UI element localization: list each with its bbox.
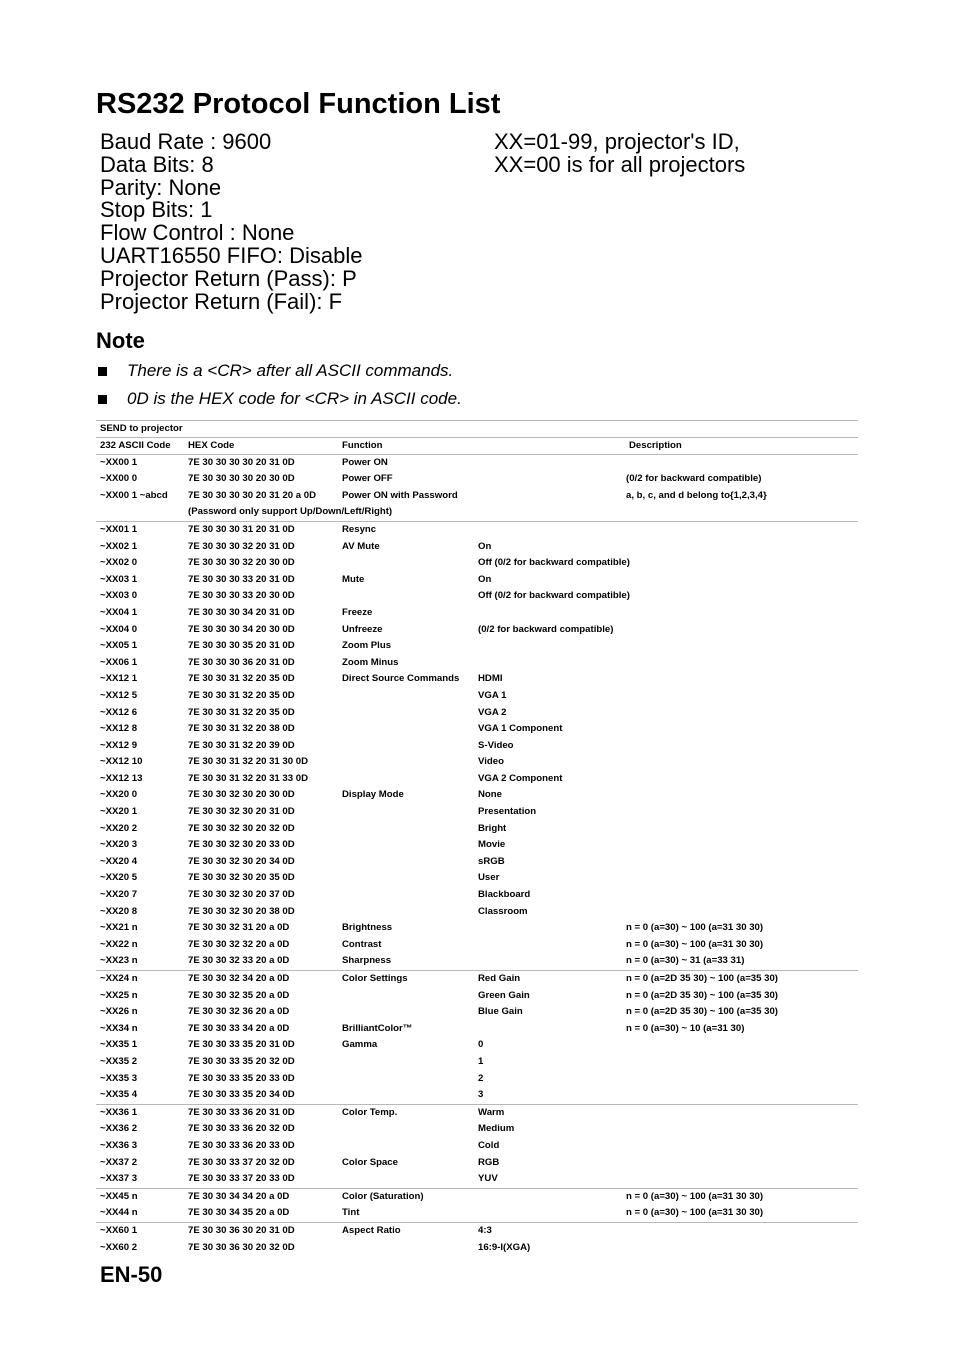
value-cell: None xyxy=(478,789,502,801)
ascii-code-cell: ~XX44 n xyxy=(100,1207,138,1219)
param-parity: Parity: None xyxy=(100,174,222,200)
value-cell: Classroom xyxy=(478,905,528,917)
table-row xyxy=(96,1104,858,1122)
ascii-code-cell: ~XX06 1 xyxy=(100,656,138,668)
table-row xyxy=(96,572,858,589)
hex-code-cell: 7E 30 30 31 32 20 31 33 0D xyxy=(188,772,309,784)
hex-code-cell: 7E 30 30 32 30 20 32 0D xyxy=(188,822,295,834)
value-cell: 1 xyxy=(478,1055,484,1067)
table-row xyxy=(96,854,858,871)
table-row xyxy=(96,1037,858,1054)
hex-code-cell: 7E 30 30 33 36 20 33 0D xyxy=(188,1139,295,1151)
projector-id-line-1: XX=01-99, projector's ID, xyxy=(494,129,740,154)
hex-code-cell: 7E 30 30 33 37 20 33 0D xyxy=(188,1173,295,1185)
hex-code-cell: 7E 30 30 34 34 20 a 0D xyxy=(188,1190,290,1202)
ascii-code-cell: ~XX23 n xyxy=(100,955,138,967)
ascii-code-cell: ~XX25 n xyxy=(100,989,138,1001)
ascii-code-cell: ~XX12 5 xyxy=(100,689,138,701)
value-cell: VGA 2 Component xyxy=(478,772,563,784)
hex-code-cell: 7E 30 30 32 30 20 34 0D xyxy=(188,855,295,867)
hex-code-cell: 7E 30 30 32 30 20 31 0D xyxy=(188,806,295,818)
description-cell: (0/2 for backward compatible) xyxy=(626,473,762,485)
function-cell: Color (Saturation) xyxy=(342,1190,424,1202)
ascii-code-cell: ~XX34 n xyxy=(100,1022,138,1034)
ascii-code-cell: ~XX45 n xyxy=(100,1190,138,1202)
function-cell: Direct Source Commands xyxy=(342,673,460,685)
ascii-code-cell: ~XX20 7 xyxy=(100,889,138,901)
table-row xyxy=(96,837,858,854)
description-cell: a, b, c, and d belong to{1,2,3,4} xyxy=(626,489,767,501)
ascii-code-cell: ~XX03 0 xyxy=(100,590,138,602)
param-data-bits: Data Bits: 8 xyxy=(100,151,214,177)
table-row xyxy=(96,937,858,954)
ascii-code-cell: ~XX12 6 xyxy=(100,706,138,718)
value-cell: 3 xyxy=(478,1089,484,1101)
ascii-code-cell: ~XX00 0 xyxy=(100,473,138,485)
ascii-code-cell: ~XX12 9 xyxy=(100,739,138,751)
hex-code-cell: 7E 30 30 30 33 20 30 0D xyxy=(188,590,295,602)
value-cell: 2 xyxy=(478,1072,484,1084)
table-row xyxy=(96,1155,858,1172)
ascii-code-cell: ~XX20 8 xyxy=(100,905,138,917)
projector-id-info xyxy=(494,131,745,177)
table-row xyxy=(96,539,858,556)
ascii-code-cell: ~XX12 8 xyxy=(100,723,138,735)
function-cell: AV Mute xyxy=(342,540,380,552)
function-cell: Tint xyxy=(342,1207,360,1219)
function-cell: Gamma xyxy=(342,1039,378,1051)
value-cell: Cold xyxy=(478,1139,500,1151)
ascii-code-cell: ~XX04 1 xyxy=(100,606,138,618)
ascii-code-cell: ~XX60 1 xyxy=(100,1224,138,1236)
description-cell: n = 0 (a=30) ~ 100 (a=31 30 30) xyxy=(626,938,764,950)
value-cell: Off (0/2 for backward compatible) xyxy=(478,590,630,602)
function-cell: Power ON xyxy=(342,456,388,468)
hex-code-cell: 7E 30 30 33 36 20 31 0D xyxy=(188,1106,295,1118)
header-function: Function xyxy=(342,440,383,451)
table-row xyxy=(96,671,858,688)
ascii-code-cell: ~XX04 0 xyxy=(100,623,138,635)
table-header-row xyxy=(96,437,858,455)
hex-code-cell: 7E 30 30 32 30 20 33 0D xyxy=(188,839,295,851)
function-cell: Display Mode xyxy=(342,789,404,801)
hex-code-cell: 7E 30 30 30 31 20 31 0D xyxy=(188,523,295,535)
note-text: There is a <CR> after all ASCII commands. xyxy=(127,361,454,380)
hex-code-cell: 7E 30 30 30 30 20 31 20 a 0D xyxy=(188,489,317,501)
description-cell: n = 0 (a=30) ~ 100 (a=31 30 30) xyxy=(626,1207,764,1219)
hex-code-cell: 7E 30 30 36 30 20 32 0D xyxy=(188,1241,295,1253)
table-row xyxy=(96,953,858,970)
hex-code-cell: 7E 30 30 32 32 20 a 0D xyxy=(188,938,290,950)
description-cell: n = 0 (a=30) ~ 100 (a=31 30 30) xyxy=(626,922,764,934)
hex-code-cell: 7E 30 30 31 32 20 39 0D xyxy=(188,739,295,751)
hex-code-cell: 7E 30 30 33 35 20 31 0D xyxy=(188,1039,295,1051)
function-cell: Sharpness xyxy=(342,955,392,967)
ascii-code-cell: ~XX20 4 xyxy=(100,855,138,867)
hex-code-cell: 7E 30 30 31 32 20 35 0D xyxy=(188,706,295,718)
table-row xyxy=(96,1205,858,1222)
function-cell: Brightness xyxy=(342,922,393,934)
table-row xyxy=(96,1121,858,1138)
function-cell: Resync xyxy=(342,523,377,535)
value-cell: VGA 2 xyxy=(478,706,507,718)
command-table xyxy=(96,420,858,1256)
hex-code-cell: 7E 30 30 30 30 20 30 0D xyxy=(188,473,295,485)
table-row xyxy=(96,738,858,755)
ascii-code-cell: ~XX26 n xyxy=(100,1006,138,1018)
hex-code-cell: 7E 30 30 32 31 20 a 0D xyxy=(188,922,290,934)
value-cell: 0 xyxy=(478,1039,484,1051)
value-cell: (0/2 for backward compatible) xyxy=(478,623,614,635)
ascii-code-cell: ~XX37 2 xyxy=(100,1156,138,1168)
hex-code-cell: 7E 30 30 32 30 20 35 0D xyxy=(188,872,295,884)
ascii-code-cell: ~XX20 3 xyxy=(100,839,138,851)
ascii-code-cell: ~XX20 1 xyxy=(100,806,138,818)
ascii-code-cell: ~XX22 n xyxy=(100,938,138,950)
description-cell: n = 0 (a=30) ~ 10 (a=31 30) xyxy=(626,1022,745,1034)
ascii-code-cell: ~XX35 4 xyxy=(100,1089,138,1101)
hex-code-cell: 7E 30 30 32 30 20 37 0D xyxy=(188,889,295,901)
table-row xyxy=(96,1188,858,1206)
password-note: (Password only support Up/Down/Left/Right) xyxy=(188,506,393,518)
hex-code-cell: 7E 30 30 30 34 20 30 0D xyxy=(188,623,295,635)
ascii-code-cell: ~XX60 2 xyxy=(100,1241,138,1253)
param-uart-fifo: UART16550 FIFO: Disable xyxy=(100,242,363,268)
function-cell: Color Settings xyxy=(342,973,408,984)
table-row xyxy=(96,771,858,788)
table-row xyxy=(96,988,858,1005)
ascii-code-cell: ~XX20 2 xyxy=(100,822,138,834)
value-cell: Green Gain xyxy=(478,989,530,1001)
table-row xyxy=(96,638,858,655)
ascii-code-cell: ~XX37 3 xyxy=(100,1173,138,1185)
hex-code-cell: 7E 30 30 30 30 20 31 0D xyxy=(188,456,295,468)
table-row xyxy=(96,1240,858,1257)
note-list xyxy=(96,357,462,413)
hex-code-cell: 7E 30 30 32 34 20 a 0D xyxy=(188,973,290,984)
hex-code-cell: 7E 30 30 33 35 20 32 0D xyxy=(188,1055,295,1067)
note-item xyxy=(96,357,462,385)
hex-code-cell: 7E 30 30 31 32 20 31 30 0D xyxy=(188,756,309,768)
hex-code-cell: 7E 30 30 31 32 20 35 0D xyxy=(188,673,295,685)
table-row xyxy=(96,622,858,639)
send-to-projector-label: SEND to projector xyxy=(96,420,858,437)
value-cell: VGA 1 Component xyxy=(478,723,563,735)
param-stop-bits: Stop Bits: 1 xyxy=(100,197,213,223)
value-cell: sRGB xyxy=(478,855,505,867)
table-row xyxy=(96,1087,858,1104)
table-row xyxy=(96,1004,858,1021)
table-row xyxy=(96,655,858,672)
note-heading: Note xyxy=(96,328,145,353)
square-bullet-icon xyxy=(98,395,107,404)
table-row xyxy=(96,1138,858,1155)
ascii-code-cell: ~XX01 1 xyxy=(100,523,138,535)
ascii-code-cell: ~XX00 1 ~abcd xyxy=(100,489,168,501)
hex-code-cell: 7E 30 30 32 36 20 a 0D xyxy=(188,1006,290,1018)
table-row xyxy=(96,588,858,605)
value-cell: YUV xyxy=(478,1173,498,1185)
table-row xyxy=(96,821,858,838)
table-row xyxy=(96,754,858,771)
table-row xyxy=(96,721,858,738)
hex-code-cell: 7E 30 30 31 32 20 38 0D xyxy=(188,723,295,735)
ascii-code-cell: ~XX12 10 xyxy=(100,756,143,768)
description-cell: n = 0 (a=30) ~ 100 (a=31 30 30) xyxy=(626,1190,764,1202)
param-baud-rate: Baud Rate : 9600 xyxy=(100,129,272,154)
table-row xyxy=(96,688,858,705)
hex-code-cell: 7E 30 30 32 33 20 a 0D xyxy=(188,955,290,967)
table-row xyxy=(96,870,858,887)
table-row xyxy=(96,1171,858,1188)
table-row xyxy=(96,887,858,904)
value-cell: On xyxy=(478,540,492,552)
hex-code-cell: 7E 30 30 30 36 20 31 0D xyxy=(188,656,295,668)
value-cell: User xyxy=(478,872,500,884)
value-cell: 4:3 xyxy=(478,1224,492,1236)
table-row xyxy=(96,1021,858,1038)
table-row xyxy=(96,555,858,572)
function-cell: Color Temp. xyxy=(342,1106,398,1118)
header-description: Description xyxy=(629,440,682,451)
hex-code-cell: 7E 30 30 33 35 20 33 0D xyxy=(188,1072,295,1084)
value-cell: HDMI xyxy=(478,673,503,685)
table-row xyxy=(96,705,858,722)
hex-code-cell: 7E 30 30 30 33 20 31 0D xyxy=(188,573,295,585)
table-row xyxy=(96,605,858,622)
param-return-fail: Projector Return (Fail): F xyxy=(100,288,343,314)
ascii-code-cell: ~XX35 3 xyxy=(100,1072,138,1084)
value-cell: VGA 1 xyxy=(478,689,507,701)
hex-code-cell: 7E 30 30 30 32 20 31 0D xyxy=(188,540,295,552)
table-note-row xyxy=(96,504,858,521)
header-hex-code: HEX Code xyxy=(188,440,235,451)
note-item xyxy=(96,385,462,413)
description-cell: n = 0 (a=30) ~ 31 (a=33 31) xyxy=(626,955,745,967)
table-body xyxy=(96,455,858,1257)
function-cell: BrilliantColor™ xyxy=(342,1022,413,1034)
hex-code-cell: 7E 30 30 30 35 20 31 0D xyxy=(188,640,295,652)
value-cell: 16:9-I(XGA) xyxy=(478,1241,531,1253)
description-cell: n = 0 (a=2D 35 30) ~ 100 (a=35 30) xyxy=(626,1006,779,1018)
hex-code-cell: 7E 30 30 33 37 20 32 0D xyxy=(188,1156,295,1168)
function-cell: Power OFF xyxy=(342,473,393,485)
ascii-code-cell: ~XX36 1 xyxy=(100,1106,138,1118)
hex-code-cell: 7E 30 30 33 34 20 a 0D xyxy=(188,1022,290,1034)
hex-code-cell: 7E 30 30 34 35 20 a 0D xyxy=(188,1207,290,1219)
function-cell: Contrast xyxy=(342,938,382,950)
function-cell: Color Space xyxy=(342,1156,398,1168)
value-cell: Warm xyxy=(478,1106,505,1118)
hex-code-cell: 7E 30 30 30 34 20 31 0D xyxy=(188,606,295,618)
value-cell: RGB xyxy=(478,1156,500,1168)
table-row xyxy=(96,1054,858,1071)
function-cell: Unfreeze xyxy=(342,623,383,635)
ascii-code-cell: ~XX12 13 xyxy=(100,772,143,784)
value-cell: Video xyxy=(478,756,504,768)
ascii-code-cell: ~XX05 1 xyxy=(100,640,138,652)
hex-code-cell: 7E 30 30 32 35 20 a 0D xyxy=(188,989,290,1001)
value-cell: Blue Gain xyxy=(478,1006,523,1018)
note-text: 0D is the HEX code for <CR> in ASCII code. xyxy=(127,389,462,408)
param-flow-control: Flow Control : None xyxy=(100,220,295,246)
hex-code-cell: 7E 30 30 36 30 20 31 0D xyxy=(188,1224,295,1236)
ascii-code-cell: ~XX00 1 xyxy=(100,456,138,468)
function-cell: Mute xyxy=(342,573,365,585)
square-bullet-icon xyxy=(98,367,107,376)
param-return-pass: Projector Return (Pass): P xyxy=(100,265,357,291)
table-row xyxy=(96,1071,858,1088)
value-cell: Red Gain xyxy=(478,973,521,984)
value-cell: Blackboard xyxy=(478,889,531,901)
description-cell: n = 0 (a=2D 35 30) ~ 100 (a=35 30) xyxy=(626,973,779,984)
ascii-code-cell: ~XX03 1 xyxy=(100,573,138,585)
value-cell: Medium xyxy=(478,1123,515,1135)
hex-code-cell: 7E 30 30 33 36 20 32 0D xyxy=(188,1123,295,1135)
table-row xyxy=(96,455,858,472)
serial-params xyxy=(100,131,362,313)
value-cell: S-Video xyxy=(478,739,514,751)
hex-code-cell: 7E 30 30 31 32 20 35 0D xyxy=(188,689,295,701)
table-row xyxy=(96,920,858,937)
table-row xyxy=(96,488,858,505)
table-row xyxy=(96,904,858,921)
ascii-code-cell: ~XX20 0 xyxy=(100,789,138,801)
ascii-code-cell: ~XX12 1 xyxy=(100,673,138,685)
ascii-code-cell: ~XX24 n xyxy=(100,973,138,984)
value-cell: On xyxy=(478,573,492,585)
function-cell: Zoom Plus xyxy=(342,640,392,652)
ascii-code-cell: ~XX35 2 xyxy=(100,1055,138,1067)
hex-code-cell: 7E 30 30 32 30 20 38 0D xyxy=(188,905,295,917)
table-row xyxy=(96,787,858,804)
page-title: RS232 Protocol Function List xyxy=(96,88,501,120)
hex-code-cell: 7E 30 30 30 32 20 30 0D xyxy=(188,557,295,569)
ascii-code-cell: ~XX36 3 xyxy=(100,1139,138,1151)
value-cell: Bright xyxy=(478,822,507,834)
ascii-code-cell: ~XX02 1 xyxy=(100,540,138,552)
table-row xyxy=(96,804,858,821)
ascii-code-cell: ~XX35 1 xyxy=(100,1039,138,1051)
ascii-code-cell: ~XX20 5 xyxy=(100,872,138,884)
table-row xyxy=(96,1222,858,1240)
table-row xyxy=(96,471,858,488)
projector-id-line-2: XX=00 is for all projectors xyxy=(494,151,746,177)
ascii-code-cell: ~XX21 n xyxy=(100,922,138,934)
function-cell: Power ON with Password xyxy=(342,489,458,501)
table-row xyxy=(96,970,858,988)
function-cell: Freeze xyxy=(342,606,373,618)
value-cell: Off (0/2 for backward compatible) xyxy=(478,557,630,569)
ascii-code-cell: ~XX36 2 xyxy=(100,1123,138,1135)
value-cell: Presentation xyxy=(478,806,537,818)
description-cell: n = 0 (a=2D 35 30) ~ 100 (a=35 30) xyxy=(626,989,779,1001)
header-ascii-code: 232 ASCII Code xyxy=(100,440,171,451)
page-number: EN-50 xyxy=(100,1262,163,1287)
value-cell: Movie xyxy=(478,839,506,851)
function-cell: Aspect Ratio xyxy=(342,1224,401,1236)
table-row xyxy=(96,521,858,539)
hex-code-cell: 7E 30 30 33 35 20 34 0D xyxy=(188,1089,295,1101)
ascii-code-cell: ~XX02 0 xyxy=(100,557,138,569)
function-cell: Zoom Minus xyxy=(342,656,399,668)
hex-code-cell: 7E 30 30 32 30 20 30 0D xyxy=(188,789,295,801)
